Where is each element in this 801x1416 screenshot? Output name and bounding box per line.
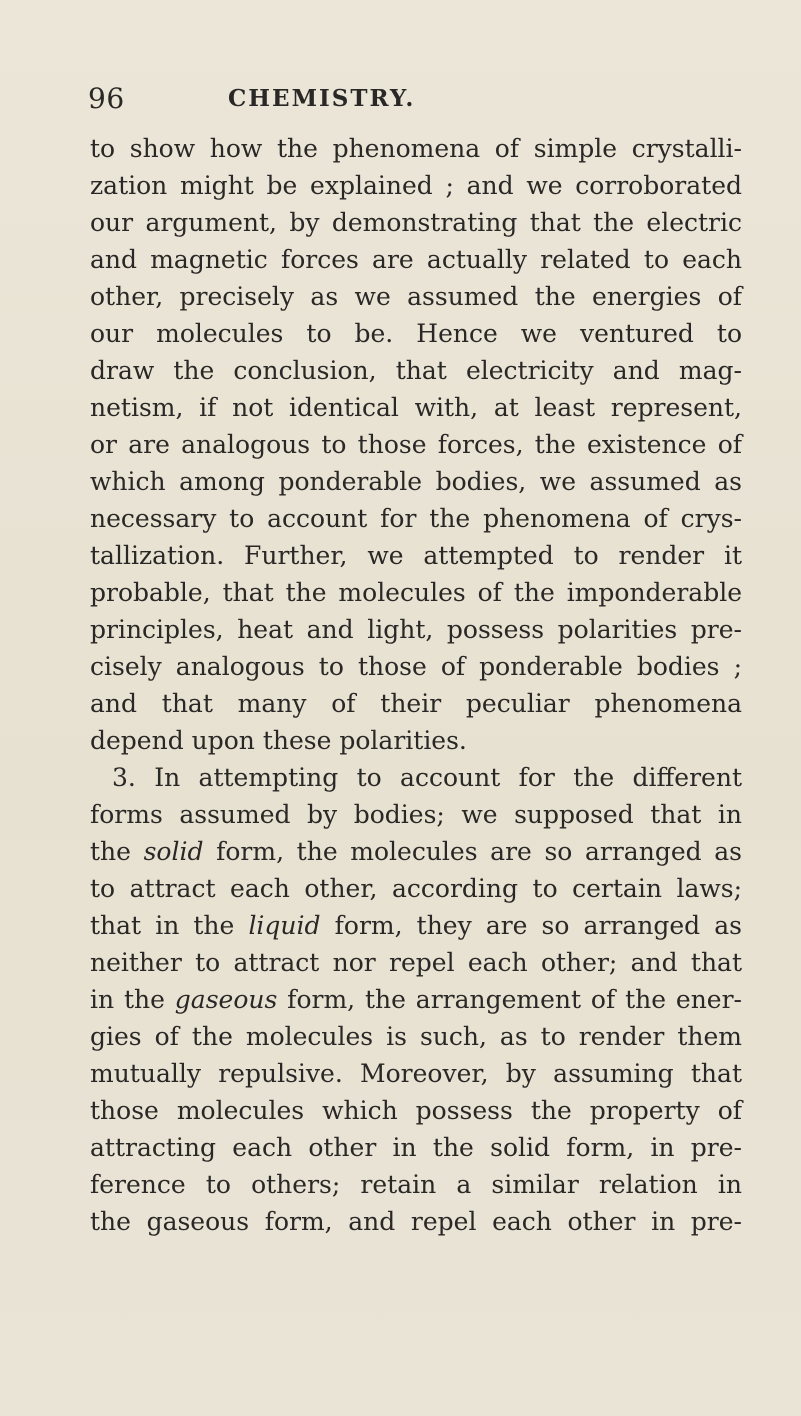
text-line: attracting each other in the solid form, in pre- [90,1133,742,1162]
running-title: CHEMISTRY. [228,85,416,112]
text-line-with-italic: that in the liquid form, they are so arranged as [90,911,742,940]
text-line: tallization. Further, we attempted to render it [90,541,742,570]
section-start-line: 3. In attempting to account for the different [112,763,742,792]
italic-term: solid [143,837,204,866]
text-line: other, precisely as we assumed the energies of [90,282,742,311]
text-line: which among ponderable bodies, we assumed as [90,467,742,496]
paragraph-end-line: depend upon these polarities. [90,726,467,755]
text-line: netism, if not identical with, at least represent, [90,393,742,422]
italic-term: liquid [248,911,321,940]
text-line: mutually repulsive. Moreover, by assuming that [90,1059,742,1088]
text-line: cisely analogous to those of ponderable bodies ; [90,652,742,681]
text-line: those molecules which possess the property of [90,1096,742,1125]
text-line: or are analogous to those forces, the existence of [90,430,742,459]
text-line: probable, that the molecules of the imponderable [90,578,742,607]
text-line: and magnetic forces are actually related to each [90,245,742,274]
text-line: neither to attract nor repel each other; and that [90,948,742,977]
text-line: to show how the phenomena of simple crystalli- [90,134,742,163]
text-line: zation might be explained ; and we corroborated [90,171,742,200]
text-line: necessary to account for the phenomena of crys- [90,504,742,533]
text-line: and that many of their peculiar phenomena [90,689,742,718]
text-line: gies of the molecules is such, as to render them [90,1022,742,1051]
text-line: principles, heat and light, possess polarities pre- [90,615,742,644]
text-line: forms assumed by bodies; we supposed that in [90,800,742,829]
text-line: our argument, by demonstrating that the electric [90,208,742,237]
page-number: 96 [88,82,125,115]
text-line: the gaseous form, and repel each other in pre- [90,1207,742,1236]
text-line-with-italic: in the gaseous form, the arrangement of the ener- [90,985,743,1014]
text-line-with-italic: the solid form, the molecules are so arranged as [90,837,742,866]
text-line: to attract each other, according to certain laws; [90,874,742,903]
page-header [0,76,801,122]
text-line: draw the conclusion, that electricity and mag- [90,356,742,385]
text-line: ference to others; retain a similar relation in [90,1170,742,1199]
body-text [90,130,742,1240]
text-line: our molecules to be. Hence we ventured to [90,319,742,348]
italic-term: gaseous [174,985,278,1014]
